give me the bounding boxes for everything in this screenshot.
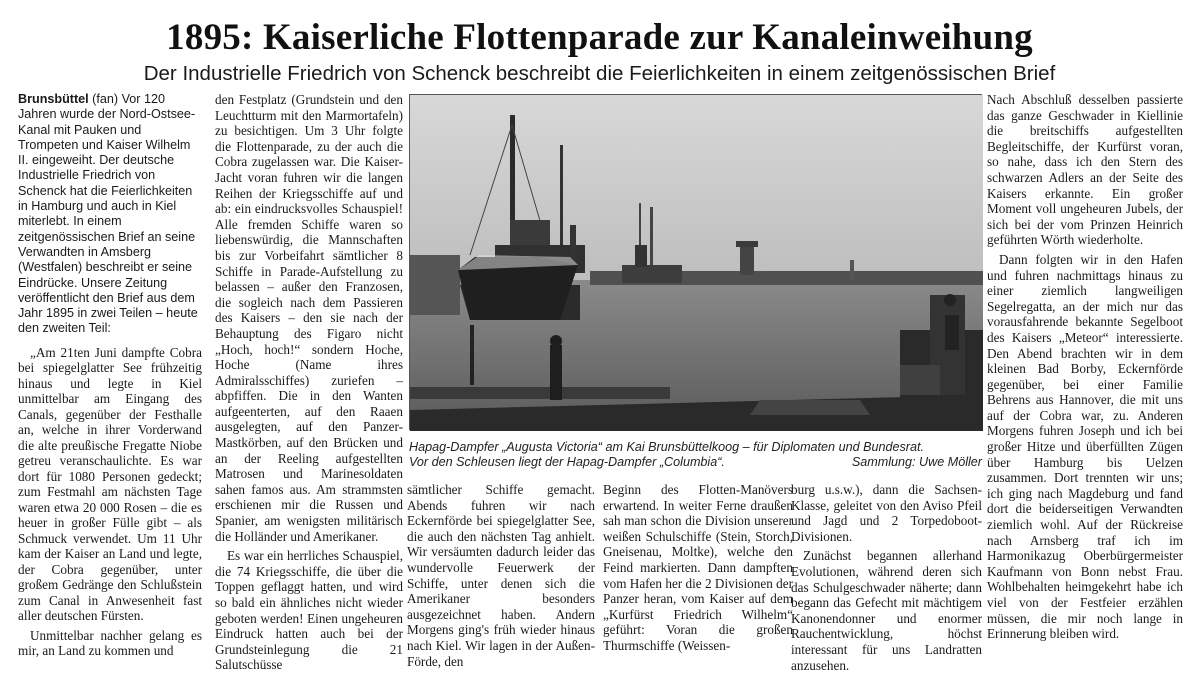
- article-column-1: [18, 92, 202, 664]
- article-column-6: [987, 92, 1183, 664]
- body-paragraph: den Festplatz (Grundstein und den Leuchtturm mit den Marmortafeln) zu besichtigen. Um 3 Uhr folgte die Flottenparade, zu der auch die Cobra zugelassen war. Die Kaiser-Jacht voran fuhren wir die langen Reihen der Kriegsschiffe auf und ab: ein eindrucksvolles Schauspiel! Alle fremden Schiffe waren so liebenswürdig, die Mannschaften bis zur Vorbeifahrt sämtlicher 8 Schiffe in Parade-Aufstellung zu belassen – außer den Franzosen, die sogleich nach dem Passieren des Kaisers – den sie nach der Behauptung des Figaro nicht „Hoch, hoch!“ sondern Hoche, Hoche (Name ihres Admiralsschiffes) zuriefen – abpfiffen. Die in den Wanten aufgeenterten, auf den Raaen ausgelegten, auf den Panzer-Mastkörben, auf den Brücken und an der Reeling aufgestellten Matrosen und Marinesoldaten sahen famos aus. Am strammsten erschienen mir die Russen und Spanier, am wenigsten militärisch die Holländer und Amerikaner.: [215, 92, 403, 544]
- photo-caption: [409, 440, 982, 470]
- article-column-3: [407, 482, 595, 669]
- harbor-ship-photo-icon: [410, 95, 983, 431]
- article-column-2: [215, 92, 403, 673]
- article-column-5: [791, 482, 982, 673]
- article-column-4: [603, 482, 793, 664]
- body-paragraph: Zunächst begannen allerhand Evolutionen, während deren sich das Schulgeschwader näherte; dann begann das Gefecht mit mächtigem Kanonendonner und enormer Rauchentwicklung, höchst interessant für uns Landratten anzusehen.: [791, 548, 982, 673]
- headline: 1895: Kaiserliche Flottenparade zur Kanaleinweihung: [166, 17, 1033, 58]
- letter-paragraph: Unmittelbar nachher gelang es mir, an Land zu kommen und: [18, 627, 202, 659]
- body-paragraph: Dann folgten wir in den Hafen und fuhren nachmittags hinaus zu einer ziemlich langweiligen Segelregatta, an der mich nur das vorausfahrende bekannte Segelboot des Kaisers „Meteor“ interessierte. Den Abend brachten wir in dem kleinen Bad Borby, Eckernförde gegenüber, bei einer Familie Behrens aus Hannover, die mit uns auf der Cobra war, zu. Anderen Morgens fuhren Joseph und ich bei großer Hitze und überfüllten Zügen über Hamburg bis Uelzen zusammen. Dort trennten wir uns; ich ging nach Magdeburg und fand dort die beiderseitigen Verwandten ziemlich wohl. Auf der Rückreise nach Arnsberg traf ich im Harmonikazug Oberbürgermeister Kaufmann von Bonn nebst Frau. Wohlbehalten heimgekehrt habe ich viel von der Festfeier erzählen müssen, die mir noch lange in Erinnerung bleiben wird.: [987, 251, 1183, 642]
- historical-photo: [409, 94, 982, 430]
- author-initials: (fan): [92, 92, 119, 106]
- body-paragraph: burg u.s.w.), dann die Sachsen-Klasse, geleitet von den Aviso Pfeil und Jagd und 2 Torpedoboot-Divisionen.: [791, 482, 982, 544]
- body-paragraph: Es war ein herrliches Schauspiel, die 74 Kriegsschiffe, die über die Toppen geflaggt hatten, und wird so bald ein ähnliches nicht wieder geboten werden! Einen ungeheuren Eindruck hatten auch bei der Grundsteinlegung die 21 Salutschüsse: [215, 548, 403, 673]
- body-paragraph: sämtlicher Schiffe gemacht. Abends fuhren wir nach Eckernförde bei spiegelglatter See, die auch den nächsten Tag anhielt. Wir versäumten dadurch leider das wundervolle Feuerwerk der Schiffe, unter denen sich die Amerikaner besonders ausgezeichnet haben. Andern Morgens ging's früh wieder hinaus nach Kiel. Wir lagen in der Außen-Förde, den: [407, 482, 595, 669]
- intro-text: Vor 120 Jahren wurde der Nord-Ostsee-Kanal mit Pauken und Trompeten und Kaiser Wilhelm II. eingeweiht. Der deutsche Industrielle Friedrich von Schenck hat die Feierlichkeiten in Hamburg und auch in Kiel miterlebt. In einem zeitgenössischen Brief an seine Verwandten in Amsberg (Westfalen) beschreibt er seine Eindrücke. Unsere Zeitung veröffentlicht den Brief aus dem Jahr 1895 in zwei Teilen – heute den zweiten Teil:: [18, 92, 198, 336]
- body-paragraph: Beginn des Flotten-Manövers erwartend. In weiter Ferne draußen sah man schon die Division unserer weißen Schulschiffe (Stein, Storch, Gneisenau, Moltke), welche den Feind markierten. Dann dampften vom Hafen her die 2 Divisionen der Panzer heran, vom Kaiser auf dem „Kurfürst Friedrich Wilhelm“ geführt: Voran die großen Thurmschiffe (Weissen-: [603, 482, 793, 653]
- photo-credit: Sammlung: Uwe Möller: [851, 455, 982, 469]
- intro-paragraph: [18, 92, 202, 337]
- subheadline: Der Industrielle Friedrich von Schenck beschreibt die Feierlichkeiten in einem zeitgenössischen Brief: [143, 62, 1056, 85]
- body-paragraph: Nach Abschluß desselben passierte das ganze Geschwader in Kiellinie die breitschiffs aufgestellten Begleitschiffe, der Kurfürst voran, so nahe, dass ich den Stern des schwarzen Adlers an der Seite des Kaisers erkannte. Ein großer Moment voll ungeheuren Jubels, der sich bei der vom Prinzen Heinrich geführten Wörth wiederholte.: [987, 92, 1183, 248]
- caption-line: Hapag-Dampfer „Augusta Victoria“ am Kai Brunsbüttelkoog – für Diplomaten und Bundesrat.: [409, 440, 924, 454]
- dateline: Brunsbüttel: [18, 92, 89, 106]
- caption-line: Vor den Schleusen liegt der Hapag-Dampfer „Columbia“.: [409, 455, 725, 469]
- letter-paragraph: „Am 21ten Juni dampfte Cobra bei spiegelglatter See frühzeitig hinaus und legte in Kiel unmittelbar am Eingang des Canals, gegenüber der Festhalle an, welche in ihrer Vorderwand die alte preußische Fregatte Niobe getreu veranschaulichte. Es war dort für 1080 Personen gedeckt; zum Festmahl am nächsten Tage waren etwa 20 000 Rosen – die es heuer in großer Fülle gibt – als Schmuck verwendet. Um 11 Uhr kam der Kaiser an Land und legte, der Cobra gegenüber, unter großem Gedränge den Schlußstein zum Canal in Anwesenheit fast aller deutschen Fürsten.: [18, 344, 202, 624]
